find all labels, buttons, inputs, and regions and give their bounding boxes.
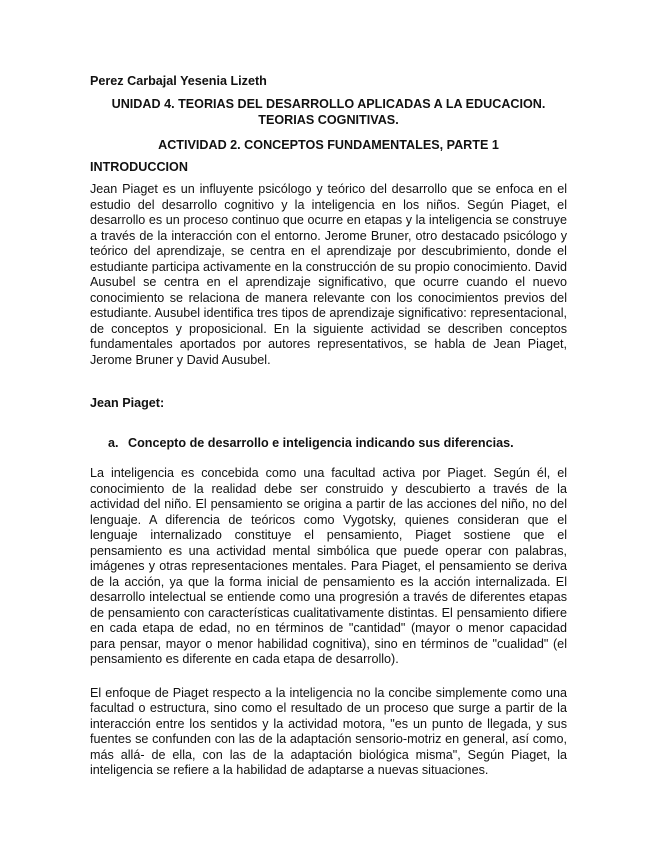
author-name: Perez Carbajal Yesenia Lizeth: [90, 74, 267, 88]
list-item-heading: [108, 436, 567, 450]
section-heading: Jean Piaget:: [90, 396, 165, 410]
body-paragraph-1: La inteligencia es concebida como una facultad activa por Piaget. Según él, el conocimiento de la realidad debe ser construido y descubierto a través de la actividad del niño. El pensamiento se origina a partir de las acciones del niño, no del lenguaje. A diferencia de teóricos como Vygotsky, quienes consideran que el lenguaje internalizado constituye el pensamiento, Piaget sostiene que el pensamiento es una actividad mental simbólica que puede operar con palabras, imágenes y otras representaciones mentales. Para Piaget, el pensamiento se deriva de la acción, ya que la forma inicial de pensamiento es la acción internalizada. El desarrollo intelectual se entiende como una progresión a través de diferentes etapas de pensamiento con características cualitativamente distintas. El pensamiento difiere en cada etapa de edad, no en términos de "cantidad" (mayor o menor capacidad para pensar, mayor o menor habilidad cognitiva), sino en términos de "cualidad" (el pensamiento es diferente en cada etapa de desarrollo).: [90, 466, 567, 666]
title-line-1: UNIDAD 4. TEORIAS DEL DESARROLLO APLICADAS A LA EDUCACION.: [111, 97, 546, 111]
document-title: [90, 96, 567, 128]
intro-paragraph: Jean Piaget es un influyente psicólogo y teórico del desarrollo que se enfoca en el estudio del desarrollo cognitivo y la inteligencia en los niños. Según Piaget, el desarrollo es un proceso continuo que ocurre en etapas y la inteligencia se construye a través de la interacción con el entorno. Jerome Bruner, otro destacado psicólogo y teórico del aprendizaje, se centra en el aprendizaje por descubrimiento, donde el estudiante participa activamente en la construcción de su propio conocimiento. David Ausubel se centra en el aprendizaje significativo, que ocurre cuando el nuevo conocimiento se relaciona de manera relevante con los conocimientos previos del estudiante. Ausubel identifica tres tipos de aprendizaje significativo: representacional, de conceptos y proposicional. En la siguiente actividad se describen conceptos fundamentales aportados por autores representativos, se habla de Jean Piaget, Jerome Bruner y David Ausubel.: [90, 182, 567, 367]
activity-title: ACTIVIDAD 2. CONCEPTOS FUNDAMENTALES, PARTE 1: [158, 138, 499, 152]
title-line-2: TEORIAS COGNITIVAS.: [258, 113, 399, 127]
list-marker: a.: [108, 436, 119, 450]
list-item-title: Concepto de desarrollo e inteligencia indicando sus diferencias.: [128, 436, 514, 450]
intro-heading: INTRODUCCION: [90, 160, 188, 174]
body-paragraph-2: El enfoque de Piaget respecto a la inteligencia no la concibe simplemente como una facultad o estructura, sino como el resultado de un proceso que surge a partir de la interacción entre los sentidos y la actividad motora, "es un punto de llegada, y sus fuentes se confunden con las de la adaptación sensorio-motriz en general, así como, más allá- de ella, con las de la adaptación biológica misma", Según Piaget, la inteligencia se refiere a la habilidad de adaptarse a nuevas situaciones.: [90, 685, 567, 777]
